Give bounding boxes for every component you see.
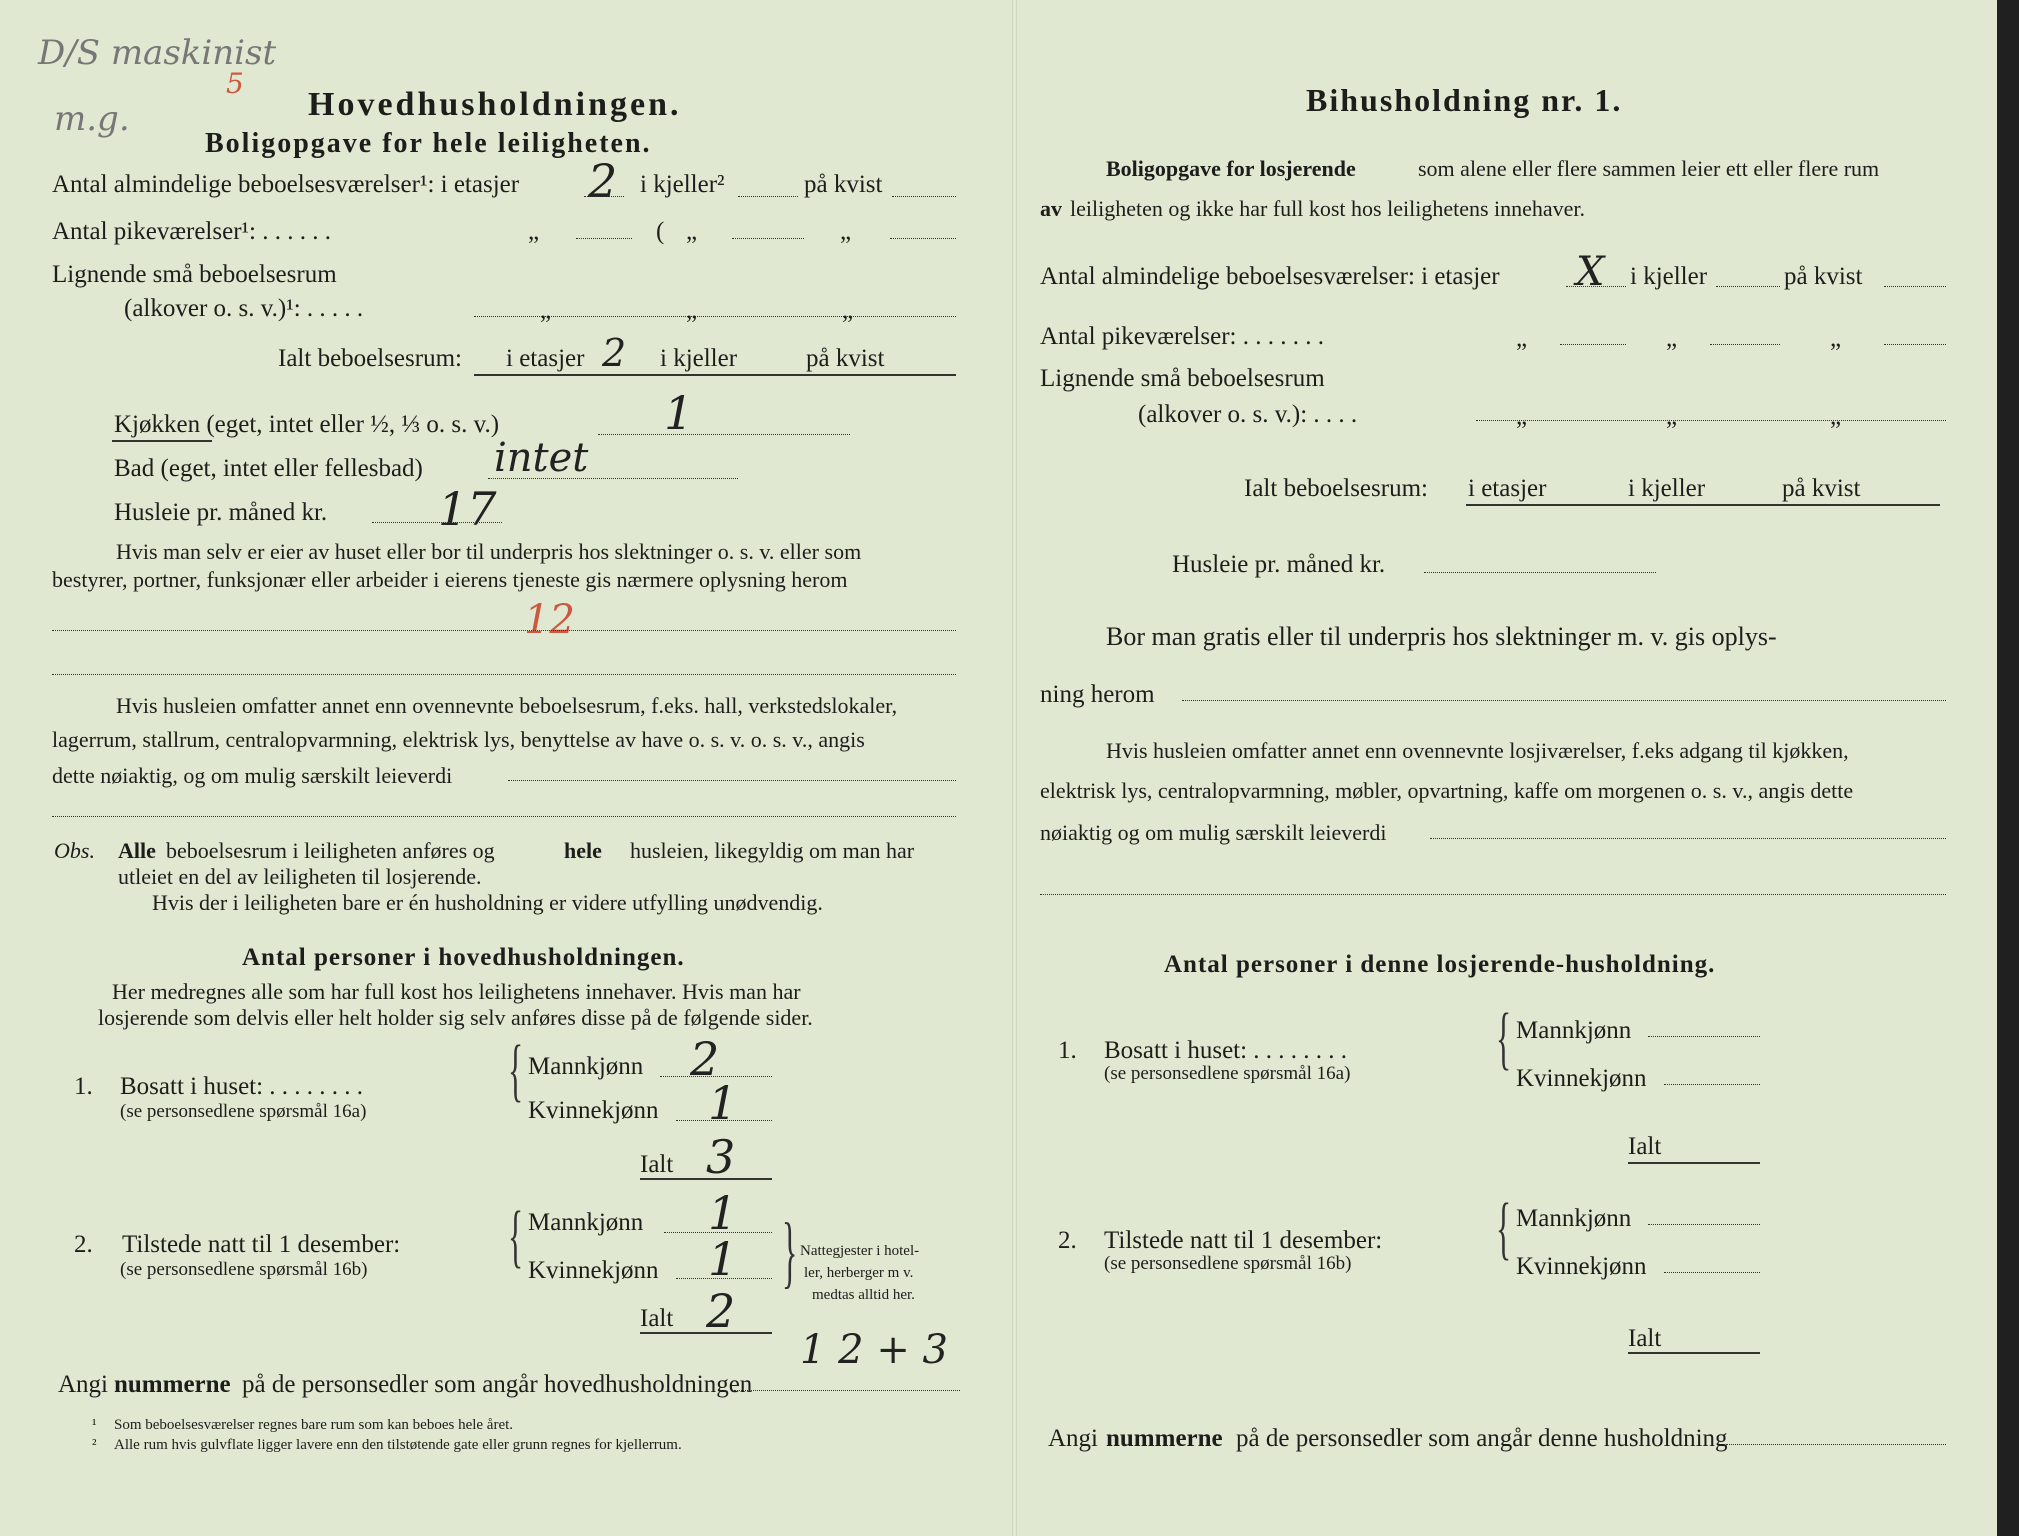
persons-text-1: Her medregnes alle som har full kost hos leilighetens innehaver. Hvis man har [112, 979, 801, 1004]
right-q1-male-line [1648, 1036, 1760, 1037]
right-intro-av: av [1040, 196, 1062, 221]
footnote-2: Alle rum hvis gulvflate ligger lavere enn den tilstøtende gate eller grunn regnes for kjellerrum. [114, 1437, 682, 1453]
rooms-etasjer-line [584, 196, 624, 197]
q1-total-value[interactable]: 3 [706, 1130, 736, 1184]
pike-label: Antal pikeværelser¹: . . . . . . [52, 218, 331, 245]
q2-female-value[interactable]: 1 [708, 1232, 738, 1286]
ditto-mark: „ [840, 218, 852, 245]
q2-total-value[interactable]: 2 [706, 1284, 736, 1338]
right-rooms-etasjer-line [1566, 286, 1626, 287]
alkover-label-2: (alkover o. s. v.)¹: . . . . . [124, 295, 364, 322]
obs-alle: Alle [118, 838, 156, 863]
right-title: Bihusholdning nr. 1. [1306, 82, 1623, 118]
q1-male-value[interactable]: 2 [690, 1032, 720, 1086]
right-extras-text-2: elektrisk lys, centralopvarmning, møbler, opvartning, kaffe om morgenen o. s. v., angis dette [1040, 778, 1854, 803]
ditto-mark: „ [528, 218, 540, 245]
right-q1-male-label: Mannkjønn [1516, 1017, 1632, 1044]
bath-value[interactable]: intet [494, 435, 589, 481]
q2-note-1: Nattegjester i hotel- [800, 1243, 920, 1259]
bath-line [488, 478, 738, 479]
q1-female-value[interactable]: 1 [708, 1076, 738, 1130]
q2-male-label: Mannkjønn [528, 1209, 644, 1236]
right-gratis-text-1: Bor man gratis eller til underpris hos slektninger m. v. gis oplys- [1106, 622, 1777, 651]
right-rent-line [1424, 572, 1656, 573]
q1-number: 1. [74, 1073, 93, 1100]
person-numbers-value[interactable]: 1 2 + 3 [800, 1327, 949, 1373]
q2-number: 2. [74, 1231, 93, 1258]
q1-male-label: Mannkjønn [528, 1053, 644, 1080]
q1-female-line [676, 1120, 772, 1121]
right-pike-line-2 [1710, 344, 1780, 345]
extras-text-3: dette nøiaktig, og om mulig særskilt leieverdi [52, 763, 453, 788]
bath-label: Bad (eget, intet eller fellesbad) [114, 455, 423, 482]
right-extras-line-2 [1040, 894, 1946, 895]
ditto-mark: „ [686, 218, 698, 245]
scan-edge [1997, 0, 2019, 1536]
angi-prefix: Angi [58, 1371, 108, 1398]
angi-bold: nummerne [114, 1371, 231, 1398]
obs-text-1a: beboelsesrum i leiligheten anføres og [166, 838, 495, 863]
page-title: Hovedhusholdningen. [308, 86, 682, 123]
q2-female-label: Kvinnekjønn [528, 1257, 659, 1284]
pike-etasjer-line [576, 238, 632, 239]
right-q2-male-line [1648, 1224, 1760, 1225]
kitchen-pencil-underline [112, 440, 212, 442]
right-pike-line-3 [1884, 344, 1946, 345]
obs-label: Obs. [54, 838, 95, 863]
right-q2-female-label: Kvinnekjønn [1516, 1253, 1647, 1280]
q2-brace: { [508, 1198, 524, 1275]
pike-mark: ( [656, 218, 665, 245]
q1-female-label: Kvinnekjønn [528, 1097, 659, 1124]
right-rooms-kjeller-line [1716, 286, 1780, 287]
rooms-kvist-line [892, 196, 956, 197]
q2-label: Tilstede natt til 1 desember: [122, 1231, 401, 1258]
right-q2-label: Tilstede natt til 1 desember: [1104, 1227, 1383, 1254]
right-intro-1: som alene eller flere sammen leier ett eller flere rum [1418, 156, 1880, 181]
ialt-kvist-label: på kvist [806, 345, 885, 372]
right-alkover-line [1476, 420, 1946, 421]
right-q1-total-label: Ialt [1628, 1133, 1662, 1160]
ialt-kjeller-label: i kjeller [660, 345, 738, 372]
pike-kjeller-line [732, 238, 804, 239]
kitchen-line [598, 434, 850, 435]
right-rooms-kvist-label: på kvist [1784, 263, 1863, 290]
right-q1-number: 1. [1058, 1037, 1077, 1064]
right-q1-brace: { [1496, 1000, 1512, 1077]
ditto-mark: „ [1666, 403, 1678, 430]
right-gratis-line [1182, 700, 1946, 701]
right-rooms-etasjer-value[interactable]: X [1576, 249, 1605, 295]
alkover-label: Lignende små beboelsesrum [52, 261, 337, 288]
right-angi-line [1726, 1444, 1946, 1445]
right-q2-total-underline [1628, 1352, 1760, 1354]
right-gratis-text-2: ning herom [1040, 681, 1155, 708]
ownership-line-2 [52, 674, 956, 675]
q1-total-underline [640, 1178, 772, 1180]
rooms-kvist-label: på kvist [804, 171, 883, 198]
ditto-mark: „ [842, 297, 854, 324]
right-q2-total-label: Ialt [1628, 1325, 1662, 1352]
rooms-label: Antal almindelige beboelsesværelser¹: i etasjer [52, 171, 520, 198]
pencil-annotation-2: m.g. [54, 99, 130, 139]
kitchen-value[interactable]: 1 [664, 386, 694, 440]
right-q1-sublabel: (se personsedlene spørsmål 16a) [1104, 1063, 1351, 1084]
right-pike-label: Antal pikeværelser: . . . . . . . [1040, 323, 1324, 350]
ditto-mark: „ [1830, 325, 1842, 352]
q2-note-2: ler, herberger m v. [804, 1265, 914, 1281]
right-q1-female-line [1664, 1084, 1760, 1085]
right-intro-2: leiligheten og ikke har full kost hos leilighetens innehaver. [1070, 196, 1586, 221]
q2-note-3: medtas alltid her. [812, 1287, 915, 1303]
extras-text-2: lagerrum, stallrum, centralopvarmning, elektrisk lys, benyttelse av have o. s. v. o. s. v., angis [52, 727, 865, 752]
right-angi-bold: nummerne [1106, 1425, 1223, 1452]
rooms-kjeller-line [738, 196, 798, 197]
right-q1-total-underline [1628, 1162, 1760, 1164]
right-rooms-kvist-line [1884, 286, 1946, 287]
red-mark: 5 [226, 67, 244, 100]
q1-sublabel: (se personsedlene spørsmål 16a) [120, 1101, 367, 1122]
ownership-line-1 [52, 630, 956, 631]
right-extras-text-1: Hvis husleien omfatter annet enn ovennevnte losjiværelser, f.eks adgang til kjøkken, [1106, 738, 1849, 763]
extras-line-2 [52, 816, 956, 817]
right-rooms-kjeller-label: i kjeller [1630, 263, 1708, 290]
angi-line [734, 1390, 960, 1391]
obs-hele: hele [564, 838, 602, 863]
right-angi-prefix: Angi [1048, 1425, 1098, 1452]
right-q2-number: 2. [1058, 1227, 1077, 1254]
right-intro-bold: Boligopgave for losjerende [1106, 156, 1356, 181]
right-q2-male-label: Mannkjønn [1516, 1205, 1632, 1232]
ownership-text-2: bestyrer, portner, funksjonær eller arbeider i eierens tjeneste gis nærmere oplysning herom [52, 567, 848, 592]
rooms-etasjer-value[interactable]: 2 [588, 154, 618, 208]
q2-male-value[interactable]: 1 [708, 1186, 738, 1240]
q2-female-line [676, 1278, 772, 1279]
ditto-mark: „ [686, 297, 698, 324]
right-rooms-label: Antal almindelige beboelsesværelser: i etasjer [1040, 263, 1500, 290]
right-q2-sublabel: (se personsedlene spørsmål 16b) [1104, 1253, 1352, 1274]
pike-kvist-line [890, 238, 956, 239]
angi-text: på de personsedler som angår hovedhusholdningen [242, 1371, 753, 1398]
ialt-etasjer-value[interactable]: 2 [602, 331, 627, 375]
right-ialt-kvist-label: på kvist [1782, 475, 1861, 502]
extras-line-1 [508, 780, 956, 781]
red-rent-note: 12 [524, 597, 575, 643]
right-q2-female-line [1664, 1272, 1760, 1273]
ditto-mark: „ [1516, 325, 1528, 352]
obs-text-3: Hvis der i leiligheten bare er én husholdning er videre utfylling unødvendig. [152, 890, 823, 915]
right-ialt-underline [1466, 504, 1940, 506]
obs-text-1b: husleien, likegyldig om man har [630, 838, 915, 863]
extras-text-1: Hvis husleien omfatter annet enn ovennevnte beboelsesrum, f.eks. hall, verkstedslokaler, [116, 693, 898, 718]
q1-label: Bosatt i huset: . . . . . . . . [120, 1073, 364, 1100]
q2-sublabel: (se personsedlene spørsmål 16b) [120, 1259, 368, 1280]
q2-total-label: Ialt [640, 1305, 674, 1332]
right-angi-text: på de personsedler som angår denne husholdning [1236, 1425, 1728, 1452]
right-extras-line-1 [1430, 838, 1946, 839]
right-alkover-label-2: (alkover o. s. v.): . . . . [1138, 401, 1358, 428]
footnote-1-num: ¹ [92, 1417, 97, 1433]
q2-total-underline [640, 1332, 772, 1334]
ditto-mark: „ [1666, 325, 1678, 352]
right-alkover-label: Lignende små beboelsesrum [1040, 365, 1325, 392]
ditto-mark: „ [1830, 403, 1842, 430]
right-ialt-kjeller-label: i kjeller [1628, 475, 1706, 502]
q1-brace: { [508, 1032, 524, 1109]
right-rent-label: Husleie pr. måned kr. [1172, 551, 1386, 578]
right-persons-title: Antal personer i denne losjerende-husholdning. [1164, 951, 1716, 978]
ownership-text-1: Hvis man selv er eier av huset eller bor til underpris hos slektninger o. s. v. eller som [116, 539, 862, 564]
right-q1-label: Bosatt i huset: . . . . . . . . [1104, 1037, 1348, 1064]
right-ialt-label: Ialt beboelsesrum: [1244, 475, 1428, 502]
right-extras-text-3: nøiaktig og om mulig særskilt leieverdi [1040, 820, 1387, 845]
q2-right-brace: } [782, 1208, 798, 1296]
ditto-mark: „ [540, 297, 552, 324]
footnote-2-num: ² [92, 1437, 97, 1453]
obs-text-2: utleiet en del av leiligheten til losjerende. [118, 864, 482, 889]
page-subtitle: Boligopgave for hele leiligheten. [205, 128, 652, 159]
pencil-annotation: D/S maskinist [38, 33, 277, 73]
rent-value[interactable]: 17 [438, 482, 497, 536]
rent-line [372, 522, 502, 523]
right-ialt-etasjer-label: i etasjer [1468, 475, 1547, 502]
ialt-underline [474, 374, 956, 376]
footnote-1: Som beboelsesværelser regnes bare rum som kan beboes hele året. [114, 1417, 514, 1433]
rooms-kjeller-label: i kjeller² [640, 171, 725, 198]
ialt-rooms-label: Ialt beboelsesrum: [278, 345, 462, 372]
right-pike-line-1 [1560, 344, 1626, 345]
persons-title: Antal personer i hovedhusholdningen. [242, 944, 685, 971]
kitchen-label: Kjøkken (eget, intet eller ½, ⅓ o. s. v.) [114, 411, 500, 438]
page-fold [1012, 0, 1017, 1536]
rent-label: Husleie pr. måned kr. [114, 499, 328, 526]
right-q1-female-label: Kvinnekjønn [1516, 1065, 1647, 1092]
ialt-etasjer-label: i etasjer [506, 345, 585, 372]
q1-total-label: Ialt [640, 1151, 674, 1178]
right-q2-brace: { [1496, 1190, 1512, 1267]
ditto-mark: „ [1516, 403, 1528, 430]
persons-text-2: losjerende som delvis eller helt holder sig selv anføres disse på de følgende sider. [98, 1005, 813, 1030]
